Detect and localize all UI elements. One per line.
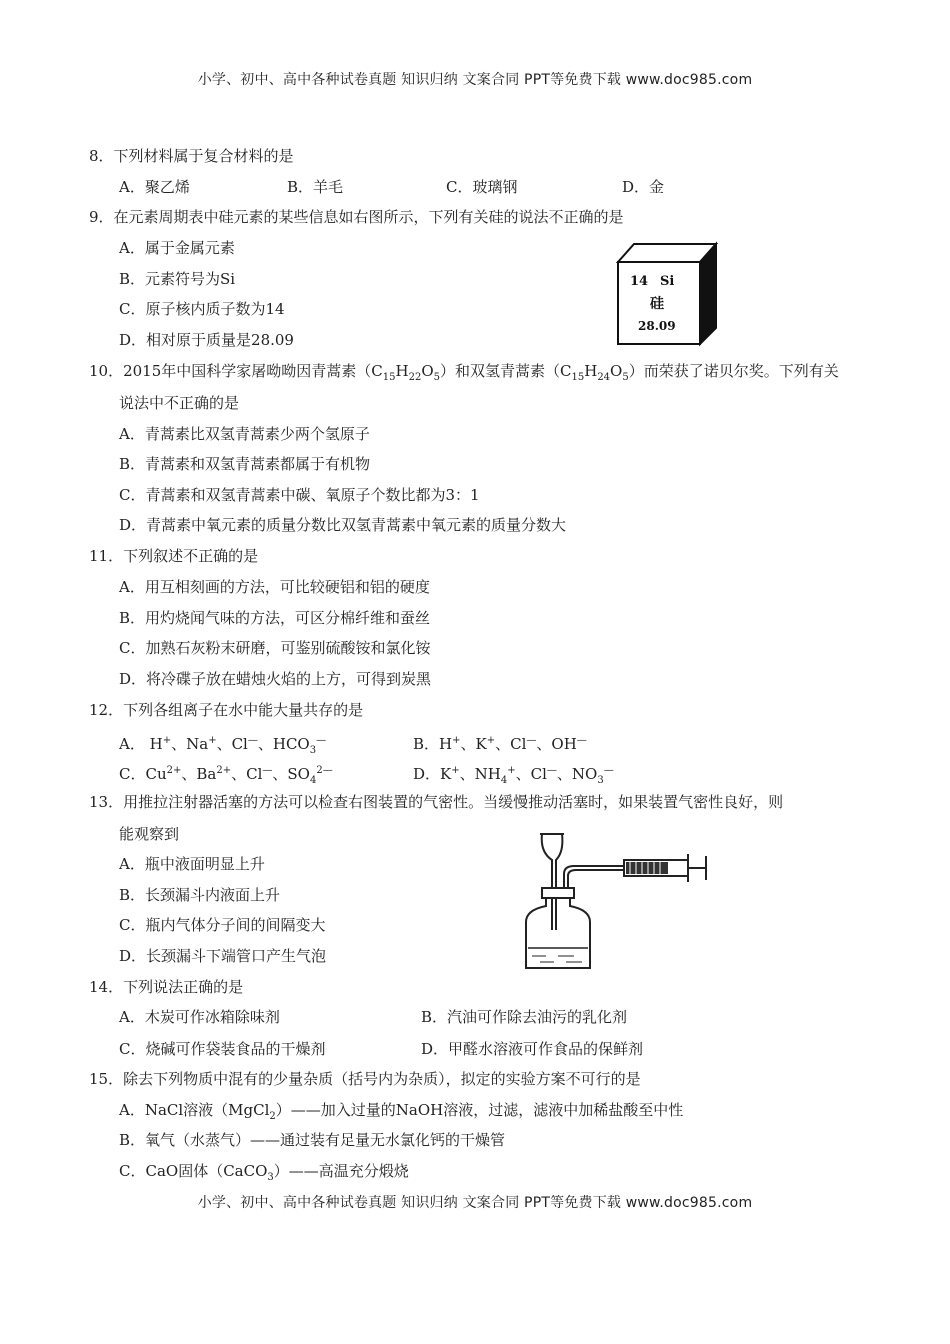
ion-charge: — [576,735,587,746]
q12-b-label: B． [413,735,440,753]
ion-part: H [149,735,163,753]
q10-f1-h: H [395,362,409,380]
ion-charge: + [451,765,460,776]
ion-charge: 2— [316,765,333,776]
question-14-option-a: A．木炭可作冰箱除味剂 [119,1008,280,1026]
question-15-option-c [119,1161,409,1188]
ion-part: 、Cl [495,735,527,753]
syringe-graduations [626,862,668,874]
ion-part: 、Cl [515,765,547,783]
rubber-stopper [542,888,574,898]
cube-side-face [700,244,716,344]
ion-charge: — [316,735,327,746]
q15-a-sub: 2 [269,1111,276,1122]
q10-f1-o: O [421,362,434,380]
ion-subscript: 3 [309,745,317,756]
question-11-option-d: D．将冷碟子放在蜡烛火焰的上方，可得到炭黑 [119,670,432,688]
question-10-stem-line2: 说法中不正确的是 [119,394,240,412]
airtightness-apparatus-figure [518,830,714,976]
question-13-stem: 13．用推拉注射器活塞的方法可以检查右图装置的气密性。当缓慢推动活塞时，如果装置气密性良好，则 [89,793,784,811]
ion-part: 、Ba [181,765,217,783]
question-8-option-b: B．羊毛 [287,178,344,196]
question-10-option-a: A．青蒿素比双氢青蒿素少两个氢原子 [119,425,370,443]
ion-part: H [439,735,453,753]
question-14-option-c: C．烧碱可作袋装食品的干燥剂 [119,1040,326,1058]
question-8-option-d: D．金 [622,178,665,196]
ion-charge: — [262,765,273,776]
question-10-stem [89,361,839,388]
question-11-option-b: B．用灼烧闻气味的方法，可区分棉纤维和蚕丝 [119,609,431,627]
question-9-option-b: B．元素符号为Si [119,270,236,288]
question-13-option-a: A．瓶中液面明显上升 [119,855,265,873]
q10-f2-h: H [584,362,598,380]
q12-a-label: A． [119,735,145,753]
q10-f2-h-sub: 24 [597,372,611,383]
silicon-element-figure [612,240,720,348]
ion-part: 、Cl [216,735,248,753]
ion-subscript: 4 [309,775,317,786]
question-10-option-d: D．青蒿素中氧元素的质量分数比双氢青蒿素中氧元素的质量分数大 [119,516,567,534]
ion-part: 、Cl [231,765,263,783]
ion-part: 、Na [171,735,209,753]
ion-charge: — [526,735,537,746]
page-header: 小学、初中、高中各种试卷真题 知识归纳 文案合同 PPT等免费下载 www.doc985.com [197,72,753,88]
question-15-option-a [119,1100,683,1127]
funnel-left-wall [542,834,552,892]
question-11-option-c: C．加熟石灰粉末研磨，可鉴别硫酸铵和氯化铵 [119,639,431,657]
question-9-option-d: D．相对原于质量是28.09 [119,331,294,349]
q12-d-label: D． [413,765,441,783]
question-14-option-d: D．甲醛水溶液可作食品的保鲜剂 [421,1040,644,1058]
question-12-option-a [119,731,326,761]
q10-f2-o-sub: 5 [622,372,629,383]
gas-bottle [526,898,590,968]
question-10-option-b: B．青蒿素和双氢青蒿素都属于有机物 [119,455,371,473]
q10-f2-c-sub: 15 [571,372,585,383]
ion-charge: + [208,735,217,746]
question-14-option-b: B．汽油可作除去油污的乳化剂 [421,1008,628,1026]
q12-c-label: C． [119,765,146,783]
q15-c-pre: C．CaO固体（CaCO [119,1162,268,1180]
question-10-option-c: C．青蒿素和双氢青蒿素中碳、氧原子个数比都为3：1 [119,486,480,504]
question-13-stem-line2: 能观察到 [119,825,180,843]
question-8-option-a: A．聚乙烯 [119,178,190,196]
ion-charge: 2+ [216,765,232,776]
page-footer: 小学、初中、高中各种试卷真题 知识归纳 文案合同 PPT等免费下载 www.doc985.com [197,1195,753,1211]
ion-part: 、NO [556,765,598,783]
ion-charge: 2+ [166,765,182,776]
ion-part: 、SO [272,765,310,783]
q10-f1-o-sub: 5 [433,372,440,383]
question-11-stem: 11．下列叙述不正确的是 [89,547,259,565]
question-12-option-c [119,761,333,791]
question-15-stem: 15．除去下列物质中混有的少量杂质（括号内为杂质），拟定的实验方案不可行的是 [89,1070,641,1088]
q10-f2-o: O [610,362,623,380]
ion-part: Cu [145,765,167,783]
ion-charge: — [546,765,557,776]
q10-f1-h-sub: 22 [408,372,422,383]
element-mass: 28.09 [638,319,676,333]
ion-part: K [440,765,452,783]
q10-text-pre: 10．2015年中国科学家屠呦呦因青蒿素（C [89,362,383,380]
q15-c-post: ）——高温充分煅烧 [273,1162,409,1180]
ion-charge: + [486,735,496,746]
ion-charge: + [507,765,516,776]
ion-charge: — [247,735,258,746]
ion-subscript: 3 [597,775,604,786]
q15-c-sub: 3 [267,1172,274,1183]
ion-charge: + [162,735,172,746]
ion-part: 、NH [459,765,501,783]
q15-a-post: ）——加入过量的NaOH溶液，过滤，滤液中加稀盐酸至中性 [275,1101,684,1119]
ion-subscript: 4 [500,775,508,786]
question-12-stem: 12．下列各组离子在水中能大量共存的是 [89,701,364,719]
q10-f1-c-sub: 15 [382,372,396,383]
ion-charge: + [452,735,461,746]
question-12-option-b [413,731,587,754]
funnel-right-wall [556,834,562,930]
ion-charge: — [603,765,614,776]
q10-text-post: ）而荣获了诺贝尔奖。下列有关 [628,362,839,380]
ion-part: 、K [460,735,487,753]
question-9-stem: 9．在元素周期表中硅元素的某些信息如右图所示，下列有关硅的说法不正确的是 [89,208,624,226]
question-11-option-a: A．用互相刻画的方法，可比较硬铝和铝的硬度 [119,578,430,596]
q10-text-mid: ）和双氢青蒿素（C [440,362,572,380]
element-name: 硅 [650,296,664,312]
question-8-stem: 8．下列材料属于复合材料的是 [89,147,294,165]
question-15-option-b: B．氧气（水蒸气）——通过装有足量无水氯化钙的干燥管 [119,1131,506,1149]
element-number: 14 [630,274,649,289]
ion-part: 、HCO [257,735,310,753]
question-12-option-d [413,761,614,791]
question-8-option-c: C．玻璃钢 [446,178,518,196]
question-13-option-c: C．瓶内气体分子间的间隔变大 [119,916,326,934]
ion-part: 、OH [536,735,577,753]
question-9-option-c: C．原子核内质子数为14 [119,300,285,318]
delivery-tube-inner [568,870,628,892]
q15-a-pre: A．NaCl溶液（MgCl [119,1101,270,1119]
question-13-option-d: D．长颈漏斗下端管口产生气泡 [119,947,327,965]
question-9-option-a: A．属于金属元素 [119,239,235,257]
question-13-option-b: B．长颈漏斗内液面上升 [119,886,281,904]
element-symbol: Si [660,274,675,289]
question-14-stem: 14．下列说法正确的是 [89,978,244,996]
